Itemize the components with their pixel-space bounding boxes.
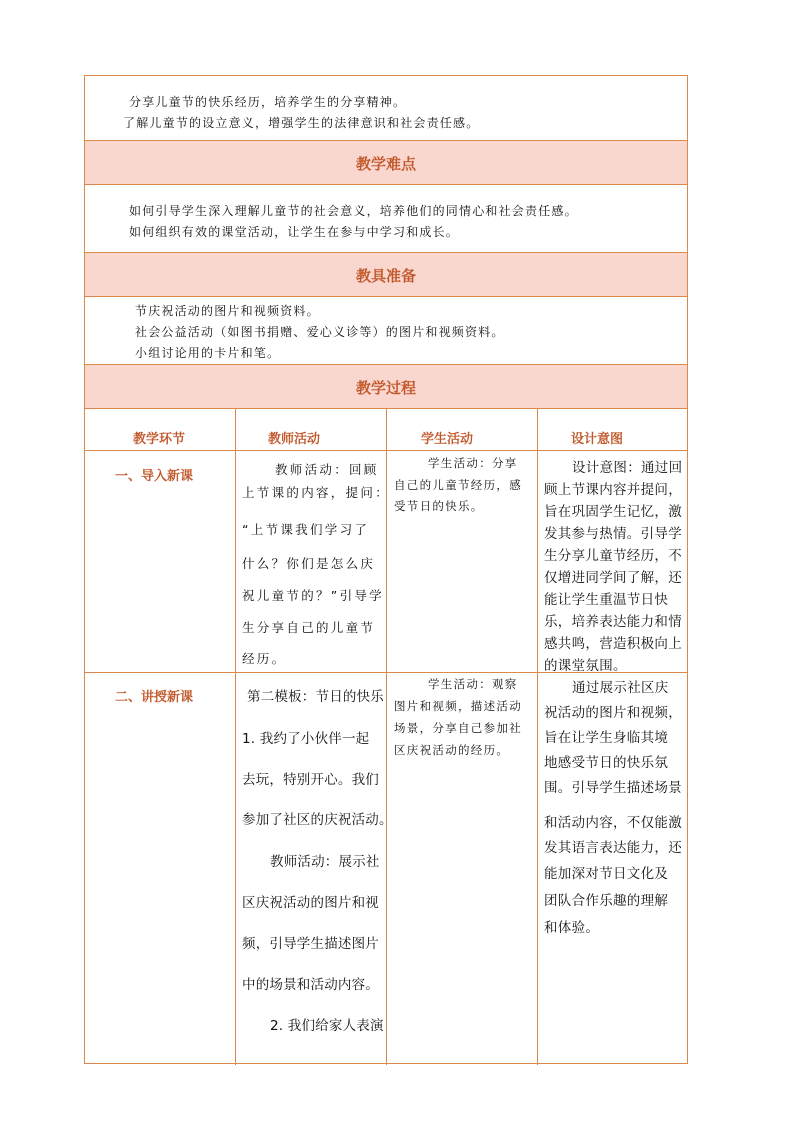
difficulty-line: 如何引导学生深入理解儿童节的社会意义，培养他们的同情心和社会责任感。 [129, 204, 578, 218]
text-line: 团队合作乐趣的理解 [544, 893, 669, 909]
text-line: 学生活动：观察 [428, 677, 518, 691]
text-line: 图片和视频，描述活动 [394, 699, 522, 713]
text-line: 1. 我约了小伙伴一起 [242, 731, 370, 747]
process-title: 教学过程 [355, 379, 416, 397]
text-line: 能加深对节日文化及 [544, 866, 669, 882]
text-line: 参加了社区的庆祝活动。 [242, 812, 393, 828]
divider [85, 296, 687, 297]
text-line: 设计意图：通过回 [572, 460, 683, 476]
text-line: 区庆祝活动的经历。 [394, 743, 510, 757]
text-line: 旨在让学生身临其境 [544, 730, 669, 746]
text-line: 围。引导学生描述场景 [544, 780, 682, 796]
column-header-section: 教学环节 [133, 432, 186, 447]
text-line: 和活动内容，不仅能激 [544, 815, 682, 831]
difficulty-line: 如何组织有效的课堂活动，让学生在参与中学习和成长。 [129, 225, 460, 239]
materials-title: 教具准备 [355, 267, 416, 285]
column-header-student: 学生活动 [421, 432, 474, 447]
text-line: 区庆祝活动的图片和视 [242, 895, 379, 911]
divider [85, 672, 687, 673]
text-line: “上节课我们学习了 [242, 522, 370, 537]
text-line: 生分享自己的儿童节 [242, 620, 376, 635]
section-new-lesson-label: 二、讲授新课 [115, 690, 194, 705]
text-line: 场景，分享自己参加社 [394, 721, 522, 735]
text-line: 受节日的快乐。 [394, 499, 484, 513]
text-line: 发其参与热情。引导学 [544, 526, 682, 542]
text-line: 2. 我们给家人表演 [270, 1018, 384, 1034]
section-intro-label: 一、导入新课 [115, 469, 194, 484]
divider [85, 184, 687, 185]
text-line: 经历。 [242, 651, 287, 666]
text-line: 通过展示社区庆 [572, 680, 669, 696]
materials-line: 节庆祝活动的图片和视频资料。 [135, 304, 320, 318]
column-divider [386, 408, 387, 1065]
difficulty-header-band [85, 141, 687, 184]
text-line: 去玩，特别开心。我们 [242, 772, 379, 788]
text-line: 乐，培养表达能力和情 [544, 614, 682, 630]
column-header-teacher: 教师活动 [268, 432, 321, 447]
column-divider [537, 408, 538, 1065]
column-header-intent: 设计意图 [571, 432, 624, 447]
text-line: 中的场景和活动内容。 [242, 977, 379, 993]
process-header-band [85, 365, 687, 408]
text-line: 顾上节课内容并提问， [544, 482, 682, 498]
difficulty-title: 教学难点 [355, 155, 416, 173]
objective-line: 了解儿童节的设立意义，增强学生的法律意识和社会责任感。 [123, 116, 480, 130]
text-line: 的课堂氛围。 [544, 658, 627, 674]
text-line: 仅增进同学间了解，还 [544, 570, 682, 586]
text-line: 自己的儿童节经历，感 [394, 478, 522, 492]
text-line: 发其语言表达能力，还 [544, 840, 682, 856]
text-line: 祝活动的图片和视频， [544, 705, 682, 721]
text-line: 感共鸣，营造积极向上 [544, 636, 682, 652]
objective-line: 分享儿童节的快乐经历，培养学生的分享精神。 [129, 95, 407, 109]
materials-header-band [85, 253, 687, 296]
text-line: 地感受节日的快乐氛 [544, 755, 669, 771]
text-line: 频，引导学生描述图片 [242, 936, 379, 952]
text-line: 祝儿童节的？”引导学 [242, 588, 384, 603]
text-line: 生分享儿童节经历，不 [544, 548, 682, 564]
text-line: 教师活动：回顾 [275, 462, 379, 477]
text-line: 上节课的内容，提问： [242, 485, 391, 500]
text-line: 旨在巩固学生记忆，激 [544, 504, 682, 520]
text-line: 什么？你们是怎么庆 [242, 556, 376, 571]
text-line: 和体验。 [544, 920, 600, 936]
text-line: 第二模板：节日的快乐 [247, 689, 384, 705]
materials-line: 小组讨论用的卡片和笔。 [135, 346, 281, 360]
text-line: 能让学生重温节日快 [544, 592, 669, 608]
text-line: 教师活动：展示社 [270, 854, 380, 870]
text-line: 学生活动：分享 [428, 456, 518, 470]
lesson-plan-table [84, 75, 688, 1064]
column-divider [235, 408, 236, 1065]
materials-line: 社会公益活动（如图书捐赠、爱心义诊等）的图片和视频资料。 [135, 325, 505, 339]
